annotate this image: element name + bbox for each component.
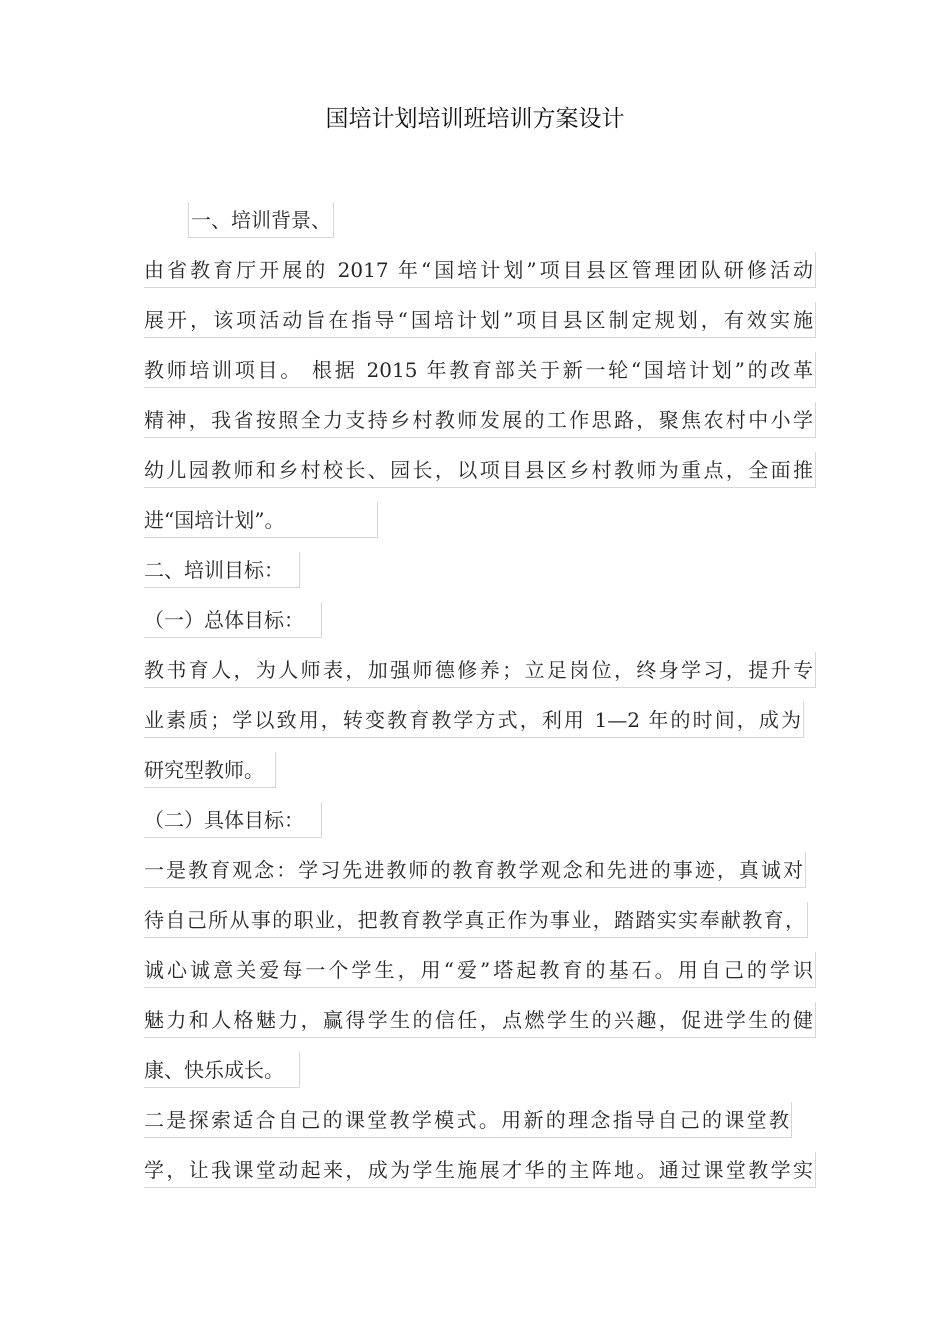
paragraph-line: 魅力和人格魅力，赢得学生的信任，点燃学生的兴趣，促进学生的健 [144, 1002, 816, 1038]
paragraph-line: 学，让我课堂动起来，成为学生施展才华的主阵地。通过课堂教学实 [144, 1152, 816, 1188]
paragraph-line: 由省教育厅开展的 2017 年“国培计划”项目县区管理团队研修活动 [144, 252, 816, 288]
paragraph-line: 业素质；学以致用，转变教育教学方式，利用 1—2 年的时间，成为 [144, 702, 804, 738]
paragraph-line: 一是教育观念：学习先进教师的教育教学观念和先进的事迹，真诚对 [144, 852, 806, 888]
paragraph-line: 教师培训项目。 根据 2015 年教育部关于新一轮“国培计划”的改革 [144, 352, 816, 388]
paragraph-line: 展开，该项活动旨在指导“国培计划”项目县区制定规划，有效实施 [144, 302, 816, 338]
paragraph-line: 研究型教师。 [144, 752, 276, 788]
section-heading-background: 一、培训背景、 [188, 202, 334, 238]
document-title: 国培计划培训班培训方案设计 [325, 106, 625, 132]
subheading-overall-goal: （一）总体目标： [144, 602, 322, 638]
paragraph-line: 精神，我省按照全力支持乡村教师发展的工作思路，聚焦农村中小学 [144, 402, 816, 438]
paragraph-line: 教书育人，为人师表，加强师德修养；立足岗位，终身学习，提升专 [144, 652, 816, 688]
section-heading-goals: 二、培训目标： [144, 552, 300, 588]
paragraph-line: 幼儿园教师和乡村校长、园长，以项目县区乡村教师为重点，全面推 [144, 452, 816, 488]
paragraph-line: 诚心诚意关爱每一个学生，用“爱”塔起教育的基石。用自己的学识 [144, 952, 816, 988]
subheading-specific-goals: （二）具体目标： [144, 802, 322, 838]
paragraph-line: 二是探索适合自己的课堂教学模式。用新的理念指导自己的课堂教 [144, 1102, 792, 1138]
paragraph-line: 待自己所从事的职业，把教育教学真正作为事业，踏踏实实奉献教育， [144, 902, 808, 938]
paragraph-line: 进“国培计划”。 [144, 502, 378, 538]
paragraph-line: 康、快乐成长。 [144, 1052, 300, 1088]
